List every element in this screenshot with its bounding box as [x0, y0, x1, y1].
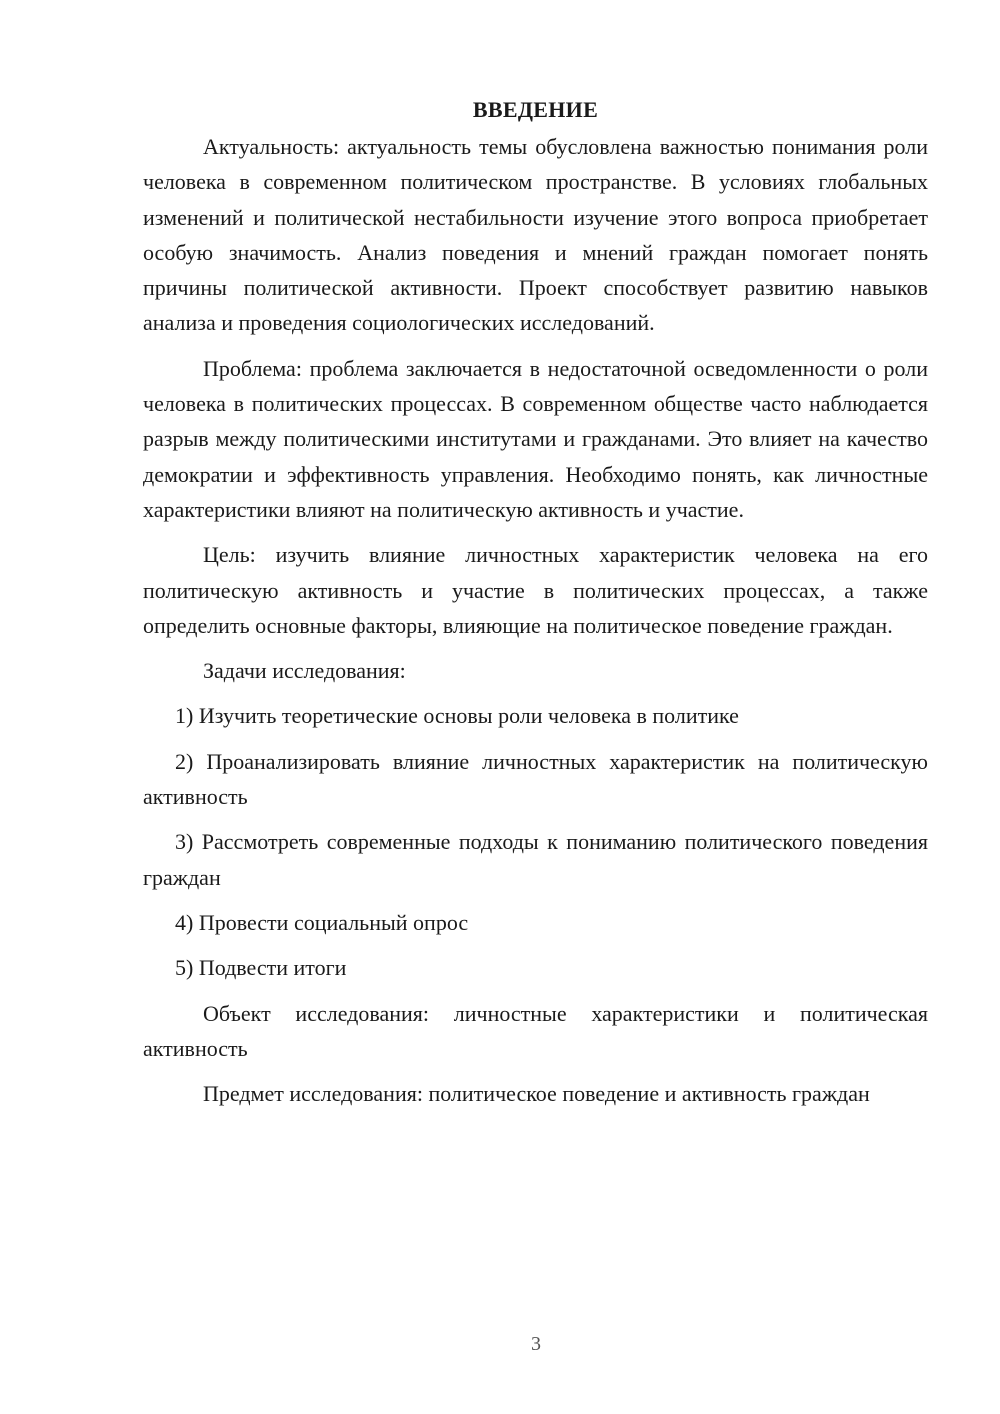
page-number: 3 [531, 1333, 541, 1355]
task-item-3: 3) Рассмотреть современные подходы к пониманию политического поведения граждан [143, 829, 928, 890]
task-item-1: 1) Изучить теоретические основы роли человека в политике [175, 703, 739, 729]
research-subject-paragraph: Предмет исследования: политическое поведение и активность граждан [203, 1081, 870, 1107]
research-object-paragraph: Объект исследования: личностные характеристики и политическая активность [143, 1000, 928, 1061]
goal-paragraph: Цель: изучить влияние личностных характеристик человека на его политическую активность и участие в политических процессах, а также определить основные факторы, влияющие на политическое поведение граждан. [143, 542, 928, 638]
relevance-paragraph: Актуальность: актуальность темы обусловлена важностью понимания роли человека в современном политическом пространстве. В условиях глобальных изменений и политической нестабильности изучение этого вопроса приобретает особую значимость. Анализ поведения и мнений граждан помогает понять причины политической активности. Проект способствует развитию навыков анализа и проведения социологических исследований. [143, 134, 928, 336]
section-title: ВВЕДЕНИЕ [472, 97, 599, 122]
tasks-heading: Задачи исследования: [203, 658, 406, 684]
document-page [143, 92, 928, 1121]
task-item-4: 4) Провести социальный опрос [175, 909, 469, 935]
task-item-5: 5) Подвести итоги [175, 955, 347, 981]
task-item-2: 2) Проанализировать влияние личностных характеристик на политическую активность [143, 748, 928, 810]
problem-paragraph: Проблема: проблема заключается в недостаточной осведомленности о роли человека в политических процессах. В современном обществе часто наблюдается разрыв между политическими институтами и гражданами. Это влияет на качество демократии и эффективность управления. Необходимо понять, как личностные характеристики влияют на политическую активность и участие. [143, 355, 928, 522]
